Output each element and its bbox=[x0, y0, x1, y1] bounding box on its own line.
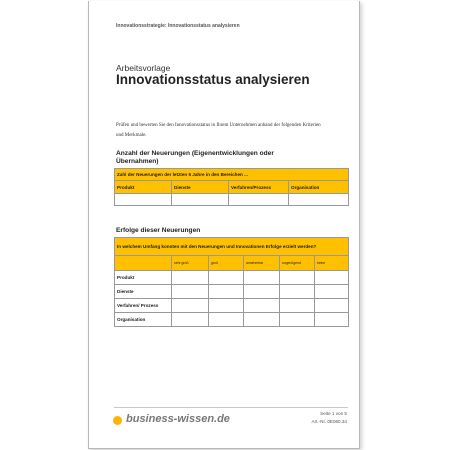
innovation-count-table bbox=[114, 168, 349, 206]
section-2-heading: Erfolge dieser Neuerungen bbox=[116, 227, 201, 234]
rating-cell[interactable] bbox=[244, 299, 280, 313]
running-head: Innovationsstrategie: Innovationsstatus analysieren bbox=[116, 23, 240, 29]
column-header-verfahren: Verfahren/Prozess bbox=[229, 181, 289, 194]
rating-header-annehmbar: annehmbar bbox=[244, 256, 280, 271]
rating-cell[interactable] bbox=[209, 271, 244, 285]
logo-dot-icon bbox=[113, 416, 122, 425]
section-1-heading: Anzahl der Neuerungen (Eigenentwicklungen oder Übernahmen) bbox=[116, 150, 274, 165]
page-number: Seite 1 von 5 bbox=[320, 411, 347, 416]
blank-header-cell bbox=[115, 256, 172, 271]
row-label-verfahren: Verfahren/ Prozess bbox=[115, 299, 172, 313]
rating-cell[interactable] bbox=[315, 285, 349, 299]
innovation-success-table bbox=[114, 237, 349, 327]
rating-cell[interactable] bbox=[315, 313, 349, 327]
rating-cell[interactable] bbox=[209, 299, 244, 313]
rating-cell[interactable] bbox=[209, 313, 244, 327]
document-page bbox=[88, 1, 360, 449]
table-header: Zahl der Neuerungen der letzten 5 Jahre in den Bereichen ... bbox=[115, 169, 349, 181]
input-cell[interactable] bbox=[115, 194, 172, 206]
rating-cell[interactable] bbox=[280, 271, 315, 285]
rating-cell[interactable] bbox=[280, 299, 315, 313]
intro-paragraph: Prüfen und bewerten Sie den Innovationsstatus in Ihrem Unternehmen anhand der folgenden Kriterien und Merkmale. bbox=[116, 123, 321, 138]
brand-logo: business-wissen.de bbox=[126, 413, 230, 425]
article-number: Art.-Nr. 0E060.34 bbox=[311, 419, 347, 424]
rating-header-ungenuegend: ungenügend bbox=[280, 256, 315, 271]
rating-cell[interactable] bbox=[244, 271, 280, 285]
footer-divider bbox=[114, 407, 348, 408]
rating-cell[interactable] bbox=[280, 285, 315, 299]
rating-header-gross: groß bbox=[209, 256, 244, 271]
rating-cell[interactable] bbox=[172, 285, 209, 299]
rating-cell[interactable] bbox=[244, 313, 280, 327]
column-header-produkt: Produkt bbox=[115, 181, 172, 194]
rating-cell[interactable] bbox=[315, 299, 349, 313]
rating-cell[interactable] bbox=[280, 313, 315, 327]
row-label-organisation: Organisation bbox=[115, 313, 172, 327]
input-cell[interactable] bbox=[289, 194, 349, 206]
input-cell[interactable] bbox=[172, 194, 229, 206]
rating-header-sehr-gross: sehr groß bbox=[172, 256, 209, 271]
document-type-label: Arbeitsvorlage bbox=[116, 63, 171, 73]
row-label-dienste: Dienste bbox=[115, 285, 172, 299]
column-header-organisation: Organisation bbox=[289, 181, 349, 194]
document-title: Innovationsstatus analysieren bbox=[116, 72, 310, 87]
rating-cell[interactable] bbox=[172, 313, 209, 327]
rating-cell[interactable] bbox=[172, 299, 209, 313]
row-label-produkt: Produkt bbox=[115, 271, 172, 285]
table-header: In welchem Umfang konnten mit den Neuerungen und Innovationen Erfolge erzielt werden? bbox=[115, 238, 349, 256]
rating-cell[interactable] bbox=[209, 285, 244, 299]
column-header-dienste: Dienste bbox=[172, 181, 229, 194]
rating-cell[interactable] bbox=[315, 271, 349, 285]
rating-header-keine: keine bbox=[315, 256, 349, 271]
input-cell[interactable] bbox=[229, 194, 289, 206]
rating-cell[interactable] bbox=[244, 285, 280, 299]
rating-cell[interactable] bbox=[172, 271, 209, 285]
